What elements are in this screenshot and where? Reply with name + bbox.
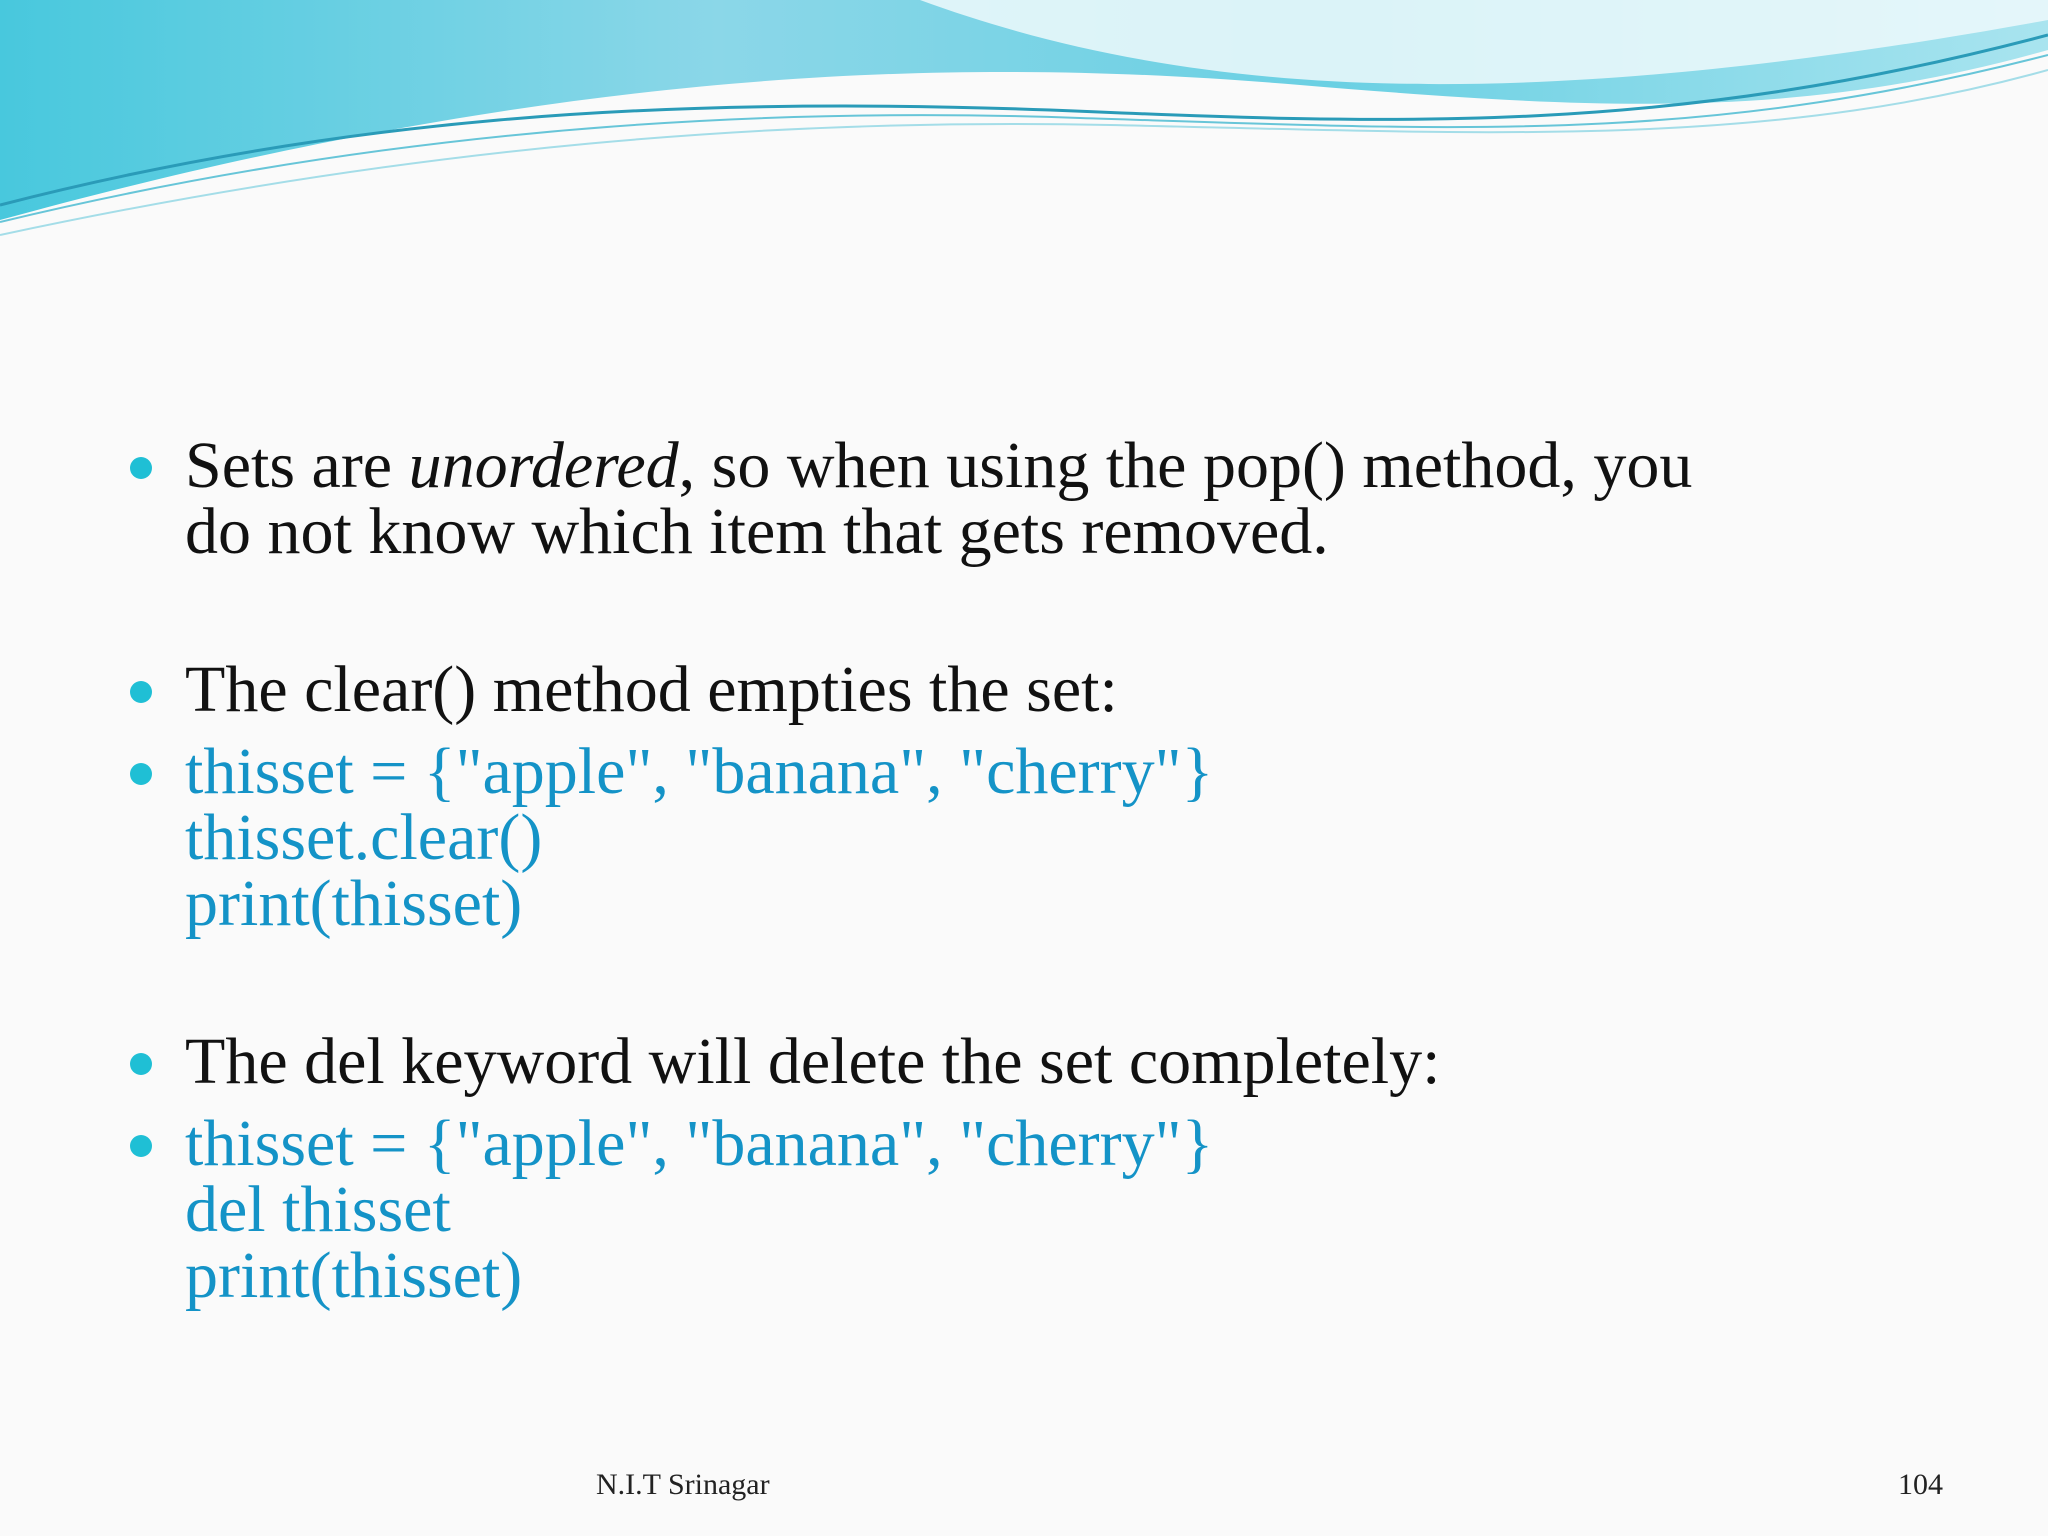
del-code-line-1: thisset = {"apple", "banana", "cherry"} <box>185 1107 1214 1180</box>
bullet-dot-icon <box>130 681 152 703</box>
bullet-clear-method <box>130 653 1950 726</box>
del-keyword-text: The del keyword will delete the set completely: <box>185 1025 1441 1098</box>
spacer <box>130 953 1950 1029</box>
bullet-dot-icon <box>130 1053 152 1075</box>
sets-unordered-text-before: Sets are <box>185 429 409 502</box>
del-code-line-2: del thisset <box>185 1173 451 1246</box>
bullet-del-keyword <box>130 1025 1950 1098</box>
bullet-dot-icon <box>130 1135 152 1157</box>
spacer <box>130 581 1950 657</box>
sets-unordered-line-2: do not know which item that gets removed. <box>185 495 1329 568</box>
clear-code-line-1: thisset = {"apple", "banana", "cherry"} <box>185 735 1214 808</box>
bullet-sets-unordered <box>130 429 1950 568</box>
slide-body <box>130 429 1950 1325</box>
clear-code-line-2: thisset.clear() <box>185 801 543 874</box>
del-code-line-3: print(thisset) <box>185 1239 523 1312</box>
bullet-dot-icon <box>130 763 152 785</box>
bullet-del-code-example <box>130 1107 1950 1312</box>
clear-code-line-3: print(thisset) <box>185 867 523 940</box>
sets-unordered-line-1 <box>185 429 1950 502</box>
bullet-dot-icon <box>130 457 152 479</box>
sets-unordered-text-after: , so when using the pop() method, you <box>678 429 1693 502</box>
clear-method-text: The clear() method empties the set: <box>185 653 1118 726</box>
footer-organization: N.I.T Srinagar <box>596 1468 770 1501</box>
wave-header-decoration <box>0 0 2048 240</box>
sets-unordered-italic-word: unordered <box>408 429 679 502</box>
bullet-clear-code-example <box>130 735 1950 940</box>
page-number: 104 <box>1898 1468 1943 1501</box>
